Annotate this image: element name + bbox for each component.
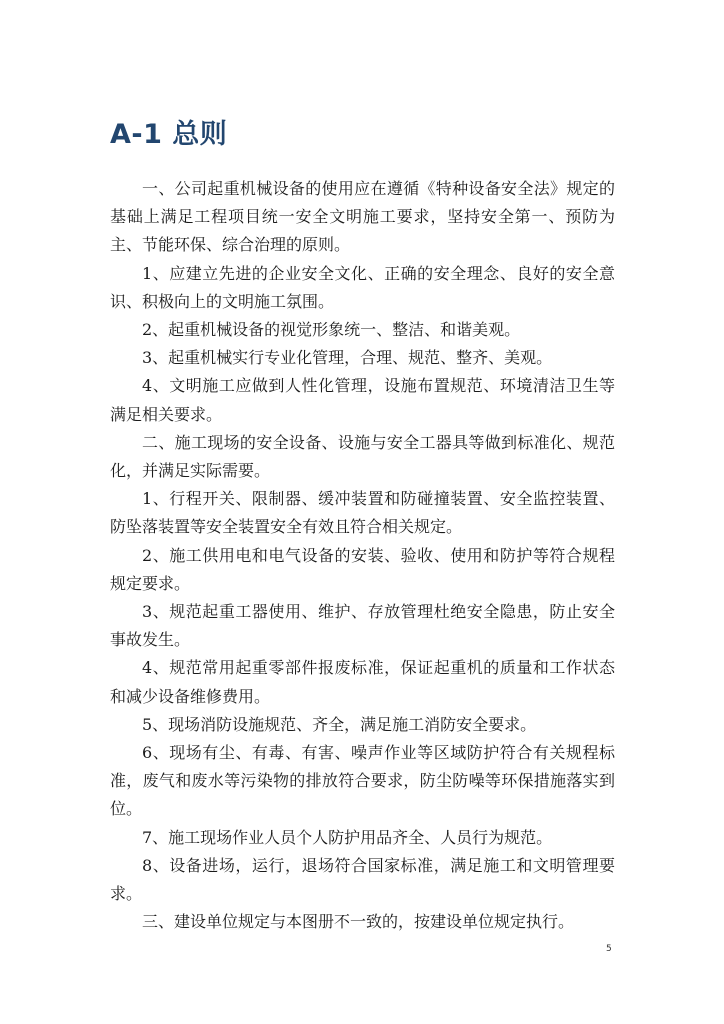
paragraph: 3、规范起重工器使用、维护、存放管理杜绝安全隐患，防止安全事故发生。 <box>110 602 615 650</box>
page-number: 5 <box>606 944 612 954</box>
paragraph: 4、文明施工应做到人性化管理，设施布置规范、环境清洁卫生等满足相关要求。 <box>110 376 615 424</box>
section-heading: A-1 总则 <box>110 119 228 150</box>
paragraph: 5、现场消防设施规范、齐全，满足施工消防安全要求。 <box>142 714 537 734</box>
paragraph: 7、施工现场作业人员个人防护用品齐全、人员行为规范。 <box>142 827 553 847</box>
paragraph: 三、建设单位规定与本图册不一致的，按建设单位规定执行。 <box>142 912 575 932</box>
paragraph: 6、现场有尘、有毒、有害、噪声作业等区域防护符合有关规程标准，废气和废水等污染物的排放符合要求，防尘防噪等环保措施落实到位。 <box>110 743 615 819</box>
paragraph: 一、公司起重机械设备的使用应在遵循《特种设备安全法》规定的基础上满足工程项目统一安全文明施工要求，坚持安全第一、预防为主、节能环保、综合治理的原则。 <box>110 179 615 255</box>
paragraph: 1、行程开关、限制器、缓冲装置和防碰撞装置、安全监控装置、防坠落装置等安全装置安全有效且符合相关规定。 <box>110 489 615 537</box>
paragraph: 2、施工供用电和电气设备的安装、验收、使用和防护等符合规程规定要求。 <box>110 545 615 593</box>
paragraph: 1、应建立先进的企业安全文化、正确的安全理念、良好的安全意识、积极向上的文明施工氛围。 <box>110 263 615 311</box>
body-text <box>110 175 615 936</box>
paragraph: 3、起重机械实行专业化管理，合理、规范、整齐、美观。 <box>142 348 553 368</box>
paragraph: 4、规范常用起重零部件报废标准，保证起重机的质量和工作状态和减少设备维修费用。 <box>110 658 615 706</box>
paragraph: 二、施工现场的安全设备、设施与安全工器具等做到标准化、规范化，并满足实际需要。 <box>110 432 615 481</box>
paragraph: 8、设备进场，运行，退场符合国家标准，满足施工和文明管理要求。 <box>110 855 615 904</box>
paragraph: 2、起重机械设备的视觉形象统一、整洁、和谐美观。 <box>142 320 521 340</box>
